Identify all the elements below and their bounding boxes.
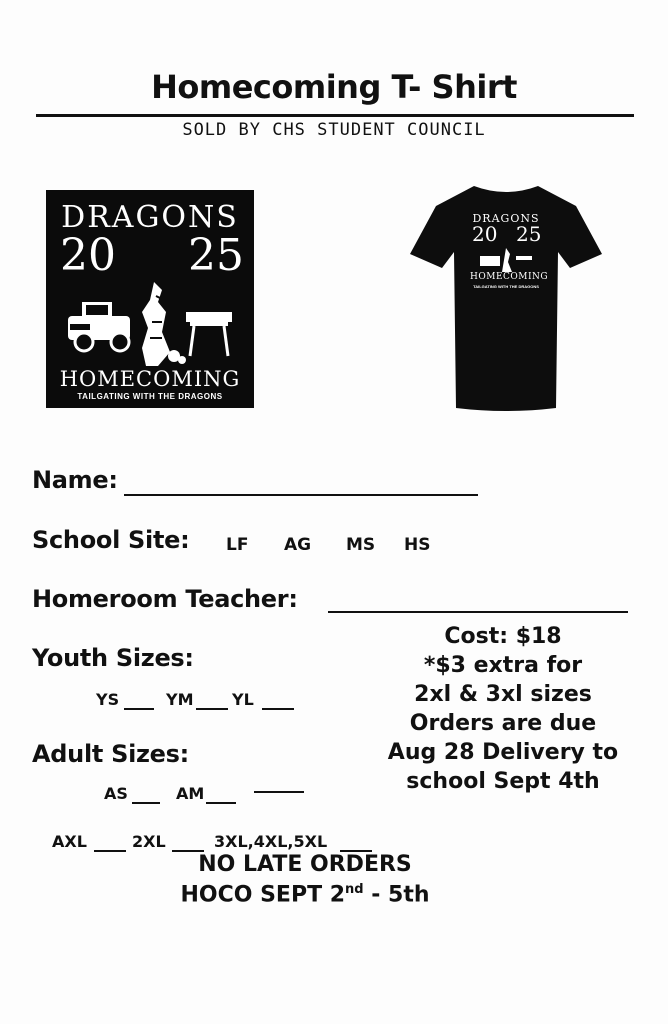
page-title: Homecoming T- Shirt xyxy=(151,68,517,106)
surcharge-line: *$3 extra for xyxy=(423,653,583,678)
adult-extra-qty-field[interactable] xyxy=(254,791,304,793)
delivery-line: school Sept 4th xyxy=(406,769,600,794)
youth-yl-qty-field[interactable] xyxy=(262,708,294,710)
design-year-left: 20 xyxy=(60,230,116,281)
adult-as-qty-field[interactable] xyxy=(132,802,160,804)
adult-sizes-label: Adult Sizes: xyxy=(32,740,189,768)
adult-size-as: AS xyxy=(104,784,128,803)
page-subtitle: SOLD BY CHS STUDENT COUNCIL xyxy=(182,120,486,140)
adult-size-am: AM xyxy=(176,784,205,803)
hoco-dates-suffix-sup: nd xyxy=(345,882,364,897)
shirt-print-illustration xyxy=(478,248,534,272)
teacher-field[interactable] xyxy=(328,611,628,613)
adult-size-2xl: 2XL xyxy=(132,832,166,851)
surcharge-sizes-line: 2xl & 3xl sizes xyxy=(414,682,592,707)
due-line: Orders are due xyxy=(409,711,597,736)
due-date-line: Aug 28 Delivery to xyxy=(387,740,619,765)
shirt-print-year-left: 20 xyxy=(472,222,498,246)
site-option-lf[interactable]: LF xyxy=(226,535,249,555)
school-site-label: School Site: xyxy=(32,526,190,554)
hoco-dates-prefix: HOCO SEPT 2 xyxy=(180,882,346,908)
design-tagline: TAILGATING WITH THE DRAGONS xyxy=(77,392,223,401)
axl-qty-field[interactable] xyxy=(94,850,126,852)
teacher-label: Homeroom Teacher: xyxy=(32,585,298,613)
youth-size-ym: YM xyxy=(166,690,194,709)
adult-am-qty-field[interactable] xyxy=(206,802,236,804)
tshirt-image xyxy=(408,180,604,412)
hoco-dates-end: - 5th xyxy=(363,882,430,908)
youth-ym-qty-field[interactable] xyxy=(196,708,228,710)
adult-size-3xl-5xl: 3XL,4XL,5XL xyxy=(214,832,328,851)
youth-size-yl: YL xyxy=(232,690,254,709)
youth-size-ys: YS xyxy=(96,690,120,709)
pricing-info xyxy=(378,622,628,796)
adult-size-axl: AXL xyxy=(52,832,87,851)
shirt-design-graphic xyxy=(46,190,254,408)
site-option-ms[interactable]: MS xyxy=(346,535,376,555)
hoco-dates xyxy=(140,882,470,907)
shirt-print-dragons: DRAGONS xyxy=(472,212,540,225)
youth-ys-qty-field[interactable] xyxy=(124,708,154,710)
shirt-print-year-right: 25 xyxy=(516,222,542,246)
design-homecoming-text: HOMECOMING xyxy=(59,367,241,391)
name-field[interactable] xyxy=(124,494,478,496)
dragon-truck-illustration xyxy=(62,282,238,366)
name-label: Name: xyxy=(32,466,118,494)
title-divider xyxy=(36,114,634,117)
shirt-print-tagline: TAILGATING WITH THE DRAGONS xyxy=(473,284,539,289)
site-option-hs[interactable]: HS xyxy=(404,535,431,555)
design-year-right: 25 xyxy=(188,230,244,281)
shirt-print-homecoming: HOMECOMING xyxy=(470,272,549,282)
youth-sizes-label: Youth Sizes: xyxy=(32,644,194,672)
no-late-orders-notice: NO LATE ORDERS xyxy=(198,852,412,877)
price-line: Cost: $18 xyxy=(444,624,562,649)
site-option-ag[interactable]: AG xyxy=(284,535,312,555)
design-dragons-text: DRAGONS xyxy=(61,200,239,235)
